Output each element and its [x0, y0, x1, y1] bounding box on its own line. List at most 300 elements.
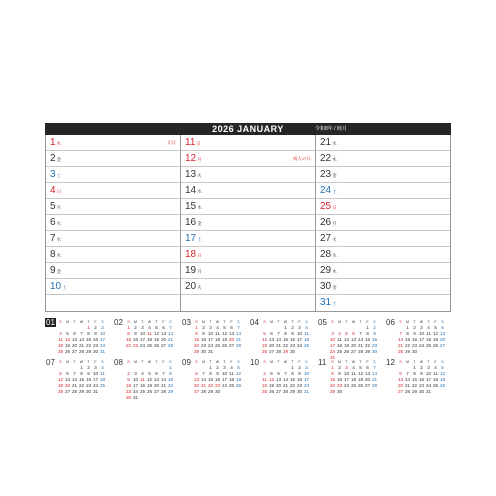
mini-day: 28 [397, 349, 404, 354]
month-number: 08 [114, 358, 123, 367]
mini-day: 26 [357, 383, 364, 388]
mini-day: 27 [228, 343, 235, 348]
mini-day: 26 [64, 349, 71, 354]
day-cell[interactable] [316, 215, 450, 231]
mini-day: 18 [228, 377, 235, 382]
weekday-label: 月 [197, 157, 202, 162]
mini-day: 27 [64, 389, 71, 394]
mini-day: 1 [169, 365, 172, 370]
mini-day: 7 [406, 371, 409, 376]
mini-day: 20 [153, 383, 160, 388]
mini-day: 12 [146, 377, 153, 382]
day-cell[interactable] [181, 167, 315, 183]
weekday-header: S [59, 360, 62, 364]
mini-day: 6 [399, 371, 402, 376]
mini-day: 26 [153, 343, 160, 348]
month-number: 12 [386, 358, 395, 367]
mini-day: 21 [357, 343, 364, 348]
mini-day: 13 [439, 331, 446, 336]
mini-day: 26 [146, 389, 153, 394]
holiday-label: 成人の日 [293, 156, 311, 161]
mini-day: 8 [413, 371, 416, 376]
day-cell[interactable] [316, 135, 450, 151]
mini-day: 3 [141, 325, 144, 330]
day-number: 28水 [320, 249, 337, 260]
mini-day: 17 [92, 377, 99, 382]
mini-day: 11 [262, 377, 267, 382]
mini-day: 3 [331, 331, 334, 336]
mini-day: 6 [66, 371, 69, 376]
mini-day: 12 [153, 331, 160, 336]
mini-day: 28 [275, 349, 282, 354]
weekday-header: S [399, 320, 402, 324]
day-number: 31土 [320, 297, 337, 308]
weekday-label: 日 [196, 141, 201, 146]
mini-day: 21 [275, 343, 282, 348]
month-number: 01 [46, 318, 55, 327]
mini-day: 23 [125, 389, 132, 394]
weekday-header: M [338, 360, 341, 364]
day-cell[interactable] [316, 199, 450, 215]
mini-day: 10 [92, 371, 99, 376]
mini-day: 5 [345, 331, 348, 336]
mini-day: 4 [434, 365, 437, 370]
day-column [46, 135, 181, 311]
mini-day: 17 [425, 377, 432, 382]
weekday-header: M [406, 360, 409, 364]
mini-day: 4 [427, 325, 430, 330]
day-cell[interactable] [181, 279, 315, 295]
weekday-header: S [373, 360, 376, 364]
mini-day: 26 [221, 343, 228, 348]
mini-day: 4 [305, 325, 308, 330]
mini-day: 8 [127, 331, 130, 336]
mini-day: 14 [397, 337, 404, 342]
mini-day: 6 [162, 325, 165, 330]
mini-day: 11 [337, 337, 342, 342]
day-cell[interactable] [46, 199, 180, 215]
day-cell[interactable] [46, 231, 180, 247]
mini-day: 17 [343, 377, 350, 382]
mini-day: 5 [155, 325, 158, 330]
mini-day: 20 [275, 383, 282, 388]
weekday-label: 水 [332, 253, 337, 258]
day-number: 11日 [185, 137, 201, 148]
mini-day: 15 [282, 337, 289, 342]
mini-day: 15 [78, 377, 85, 382]
mini-month-grid [261, 319, 310, 355]
weekday-header: F [230, 360, 233, 364]
mini-day: 16 [132, 337, 139, 342]
weekday-header: S [331, 360, 334, 364]
mini-day: 10 [296, 331, 303, 336]
mini-day: 5 [59, 371, 62, 376]
day-cell[interactable] [46, 135, 180, 151]
weekday-header: T [155, 320, 158, 324]
mini-month[interactable] [249, 318, 317, 356]
mini-day: 1 [406, 325, 409, 330]
day-cell[interactable] [316, 295, 450, 311]
mini-day: 3 [305, 365, 308, 370]
mini-day: 29 [289, 389, 296, 394]
weekday-label: 日 [332, 205, 337, 210]
mini-day: 2 [134, 325, 137, 330]
weekday-label: 水 [197, 189, 202, 194]
months-row [45, 318, 453, 360]
mini-day: 15 [364, 337, 371, 342]
day-cell[interactable] [316, 279, 450, 295]
mini-day: 27 [350, 349, 357, 354]
mini-day: 28 [404, 389, 411, 394]
day-cell[interactable] [316, 151, 450, 167]
mini-day: 12 [439, 371, 446, 376]
mini-day: 7 [237, 325, 240, 330]
weekday-header: T [359, 360, 362, 364]
mini-month[interactable] [45, 358, 113, 396]
mini-day: 13 [268, 337, 275, 342]
mini-month[interactable] [45, 318, 113, 356]
day-cell[interactable] [46, 167, 180, 183]
day-cell[interactable] [181, 215, 315, 231]
mini-day: 13 [350, 337, 357, 342]
mini-day: 23 [200, 343, 207, 348]
weekday-label: 水 [56, 237, 62, 242]
mini-day: 26 [432, 343, 439, 348]
mini-day: 17 [132, 383, 139, 388]
mini-day: 11 [304, 331, 309, 336]
mini-day: 21 [282, 383, 289, 388]
mini-day: 14 [235, 331, 242, 336]
weekday-header: T [155, 360, 158, 364]
day-number: 1木 [50, 137, 62, 148]
mini-day: 9 [87, 371, 90, 376]
weekday-header: M [270, 320, 273, 324]
mini-day: 19 [64, 343, 71, 348]
mini-day: 5 [148, 371, 151, 376]
day-cell[interactable] [181, 183, 315, 199]
mini-day: 22 [329, 383, 336, 388]
mini-day: 11 [100, 371, 105, 376]
mini-day: 29 [78, 389, 85, 394]
mini-day: 5 [263, 331, 266, 336]
mini-day: 12 [343, 337, 350, 342]
mini-day: 8 [169, 371, 172, 376]
mini-day: 19 [146, 383, 153, 388]
weekday-header: W [215, 320, 220, 324]
day-number: 16金 [185, 217, 202, 228]
mini-day: 29 [167, 389, 174, 394]
month-number: 06 [386, 318, 395, 327]
mini-day: 24 [221, 383, 228, 388]
weekday-label: 木 [56, 253, 62, 258]
day-number: 10土 [50, 281, 67, 292]
mini-month-grid [261, 359, 310, 395]
weekday-label: 月 [197, 269, 202, 274]
mini-day: 12 [268, 377, 275, 382]
weekday-header: M [202, 320, 205, 324]
day-column [316, 135, 450, 311]
weekday-header: F [94, 320, 97, 324]
day-cell[interactable] [181, 263, 315, 279]
mini-day: 5 [237, 365, 240, 370]
mini-day: 30 [371, 349, 378, 354]
mini-day: 11 [229, 371, 234, 376]
mini-day: 31 [99, 349, 106, 354]
day-cell[interactable] [316, 247, 450, 263]
mini-day: 17 [329, 343, 336, 348]
mini-month-grid [397, 319, 446, 355]
mini-day: 7 [162, 371, 165, 376]
mini-day: 24 [92, 383, 99, 388]
mini-day: 26 [439, 383, 446, 388]
mini-day: 22 [411, 383, 418, 388]
mini-day: 28 [235, 343, 242, 348]
mini-day: 2 [420, 365, 423, 370]
mini-day: 1 [284, 325, 287, 330]
mini-day: 2 [373, 325, 376, 330]
mini-day: 29 [193, 349, 200, 354]
mini-day: 22 [167, 383, 174, 388]
mini-day: 20 [439, 337, 446, 342]
mini-day: 16 [411, 337, 418, 342]
weekday-header: W [419, 360, 424, 364]
mini-day: 21 [160, 383, 167, 388]
day-cell[interactable] [316, 183, 450, 199]
mini-day: 29 [282, 349, 289, 354]
mini-day: 3 [298, 325, 301, 330]
day-cell[interactable] [46, 151, 180, 167]
mini-day: 27 [71, 349, 78, 354]
mini-month[interactable] [113, 358, 181, 400]
mini-day: 7 [373, 365, 376, 370]
mini-day: 9 [127, 377, 130, 382]
mini-month[interactable] [181, 318, 249, 356]
mini-day: 19 [343, 343, 350, 348]
day-number: 27火 [320, 233, 337, 244]
day-cell[interactable] [181, 135, 315, 151]
mini-day: 1 [209, 365, 212, 370]
mini-day: 10 [221, 371, 228, 376]
mini-day: 22 [289, 383, 296, 388]
mini-day: 16 [125, 383, 132, 388]
mini-day: 4 [216, 325, 219, 330]
weekday-header: S [399, 360, 402, 364]
weekday-header: T [223, 360, 226, 364]
mini-day: 21 [397, 343, 404, 348]
weekday-header: F [366, 360, 369, 364]
mini-month[interactable] [317, 318, 385, 360]
day-cell[interactable] [181, 151, 315, 167]
weekday-label: 水 [332, 141, 337, 146]
day-number: 19月 [185, 265, 202, 276]
mini-day: 21 [404, 383, 411, 388]
mini-month[interactable] [249, 358, 317, 396]
mini-day: 26 [261, 349, 268, 354]
mini-day: 2 [216, 365, 219, 370]
month-number: 07 [46, 358, 55, 367]
mini-day: 31 [132, 395, 139, 400]
month-number: 10 [250, 358, 259, 367]
day-number: 14水 [185, 185, 202, 196]
weekday-header: W [79, 320, 84, 324]
weekday-label: 金 [332, 285, 337, 290]
weekday-header: F [434, 320, 437, 324]
mini-day: 1 [87, 325, 90, 330]
monthly-calendar [45, 123, 451, 312]
day-cell[interactable] [316, 231, 450, 247]
mini-day: 24 [329, 349, 336, 354]
mini-day: 23 [92, 343, 99, 348]
day-number: 6火 [50, 217, 62, 228]
mini-day: 17 [418, 337, 425, 342]
mini-day: 13 [153, 377, 160, 382]
mini-day: 8 [195, 331, 198, 336]
day-number: 22木 [320, 153, 337, 164]
day-number: 8木 [50, 249, 62, 260]
mini-day: 23 [289, 343, 296, 348]
mini-day: 9 [134, 331, 137, 336]
mini-day: 23 [85, 383, 92, 388]
mini-day: 19 [235, 377, 242, 382]
weekday-label: 火 [332, 237, 337, 242]
mini-day: 1 [80, 365, 83, 370]
mini-day: 19 [432, 337, 439, 342]
mini-day: 12 [57, 377, 64, 382]
weekday-header: S [101, 320, 104, 324]
weekday-header: W [351, 320, 356, 324]
mini-day: 1 [366, 325, 369, 330]
mini-day: 1 [331, 365, 334, 370]
day-number: 15木 [185, 201, 202, 212]
mini-day: 20 [350, 343, 357, 348]
weekday-label: 月 [56, 205, 62, 210]
mini-day: 23 [336, 383, 343, 388]
mini-day: 28 [71, 389, 78, 394]
day-number: 23金 [320, 169, 337, 180]
mini-day: 1 [127, 325, 130, 330]
day-cell[interactable] [46, 247, 180, 263]
mini-day: 3 [134, 371, 137, 376]
mini-day: 6 [352, 331, 355, 336]
mini-month[interactable] [385, 318, 453, 356]
weekday-header: W [283, 320, 288, 324]
mini-day: 26 [235, 383, 242, 388]
mini-day: 30 [296, 389, 303, 394]
mini-day: 19 [357, 377, 364, 382]
weekday-header: M [66, 320, 69, 324]
month-title: 2026 JANUARY [212, 124, 284, 134]
months-row [45, 358, 453, 400]
day-cell[interactable] [316, 167, 450, 183]
mini-day: 30 [214, 389, 221, 394]
mini-day: 22 [364, 343, 371, 348]
weekday-label: 土 [332, 301, 337, 306]
weekday-header: S [263, 320, 266, 324]
mini-day: 16 [85, 377, 92, 382]
mini-month[interactable] [181, 358, 249, 396]
mini-day: 4 [101, 365, 104, 370]
mini-day: 6 [366, 365, 369, 370]
mini-day: 25 [336, 349, 343, 354]
mini-day: 13 [397, 377, 404, 382]
mini-day: 12 [261, 337, 268, 342]
day-cell[interactable] [46, 183, 180, 199]
mini-day: 22 [78, 383, 85, 388]
mini-day: 28 [371, 383, 378, 388]
weekday-header: M [66, 360, 69, 364]
day-cell[interactable] [181, 199, 315, 215]
mini-day: 25 [57, 349, 64, 354]
mini-day: 11 [215, 331, 220, 336]
weekday-header: S [59, 320, 62, 324]
mini-month[interactable] [385, 358, 453, 396]
mini-day: 11 [433, 371, 438, 376]
mini-day: 22 [85, 343, 92, 348]
mini-day: 10 [418, 331, 425, 336]
mini-day: 19 [153, 337, 160, 342]
mini-day: 19 [439, 377, 446, 382]
mini-day: 10 [207, 331, 214, 336]
month-number: 09 [182, 358, 191, 367]
mini-day: 18 [214, 337, 221, 342]
mini-day: 31 [303, 389, 310, 394]
mini-month[interactable] [113, 318, 181, 356]
mini-day: 14 [371, 371, 378, 376]
month-header-bar [45, 123, 451, 135]
mini-day: 27 [439, 343, 446, 348]
weekday-header: S [195, 360, 198, 364]
mini-day: 19 [268, 383, 275, 388]
weekday-header: T [291, 320, 294, 324]
weekday-header: W [283, 360, 288, 364]
weekday-header: F [230, 320, 233, 324]
weekday-header: S [305, 320, 308, 324]
mini-day: 31 [207, 349, 214, 354]
mini-day: 23 [411, 343, 418, 348]
weekday-label: 火 [197, 173, 202, 178]
mini-day: 24 [207, 343, 214, 348]
mini-day: 5 [66, 331, 69, 336]
weekday-header: T [413, 360, 416, 364]
mini-day: 10 [343, 371, 350, 376]
mini-day: 13 [275, 377, 282, 382]
mini-day: 5 [270, 371, 273, 376]
mini-day: 31 [425, 389, 432, 394]
weekday-header: T [277, 320, 280, 324]
day-cell[interactable] [46, 263, 180, 279]
mini-day: 7 [359, 331, 362, 336]
mini-day: 30 [418, 389, 425, 394]
day-cell[interactable] [46, 215, 180, 231]
mini-day: 24 [132, 389, 139, 394]
mini-day: 16 [296, 377, 303, 382]
day-number: 7水 [50, 233, 62, 244]
weekday-label: 日 [197, 253, 202, 258]
mini-day: 18 [261, 383, 268, 388]
day-cell[interactable] [316, 263, 450, 279]
day-number: 2金 [50, 153, 62, 164]
yearly-calendar-strip [45, 318, 453, 398]
mini-month[interactable] [317, 358, 385, 396]
day-cell[interactable] [181, 231, 315, 247]
weekday-label: 土 [56, 173, 62, 178]
mini-day: 17 [303, 377, 310, 382]
day-cell[interactable] [46, 279, 180, 295]
mini-day: 2 [202, 325, 205, 330]
mini-day: 19 [261, 343, 268, 348]
day-cell[interactable] [181, 247, 315, 263]
mini-day: 9 [413, 331, 416, 336]
